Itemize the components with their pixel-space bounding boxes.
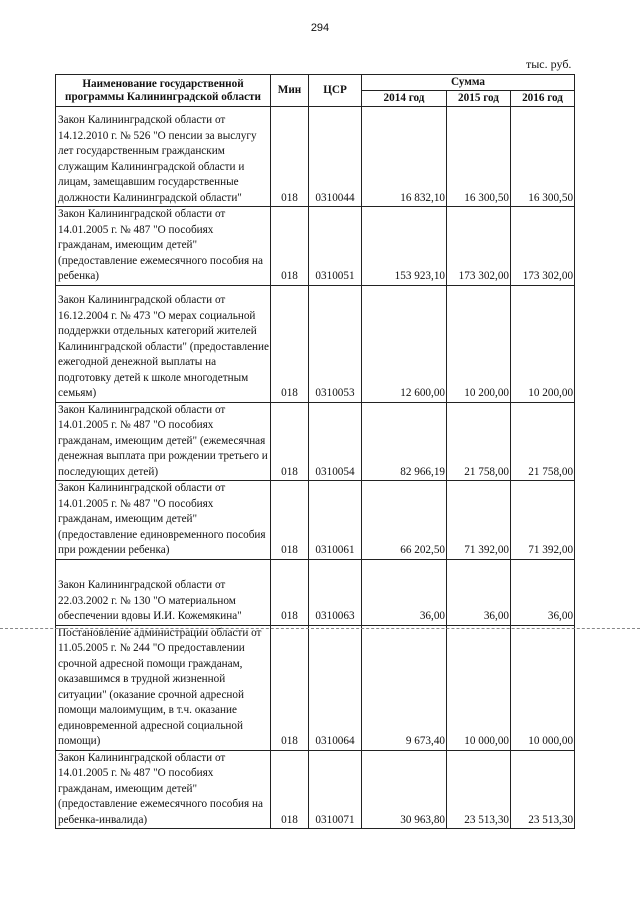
header-min: Мин (271, 75, 309, 107)
row-name-cell: Закон Калининградской области от 22.03.2002 г. № 130 "О материальном обеспечении вдовы И.И. Кожемякина" (56, 559, 271, 625)
row-2015-cell: 10 000,00 (447, 625, 511, 750)
row-min-cell: 018 (271, 625, 309, 750)
table-row (56, 750, 575, 829)
page-number: 294 (310, 22, 330, 34)
row-csr-cell: 0310071 (309, 750, 362, 829)
scan-dashed-line (0, 628, 640, 629)
row-2016-cell: 16 300,50 (511, 107, 575, 207)
row-min-cell: 018 (271, 559, 309, 625)
header-year-2014: 2014 год (362, 91, 447, 107)
row-csr-cell: 0310054 (309, 402, 362, 481)
row-2015-cell: 10 200,00 (447, 285, 511, 402)
row-2015-cell: 36,00 (447, 559, 511, 625)
row-2016-cell: 36,00 (511, 559, 575, 625)
row-name-cell: Закон Калининградской области от 14.01.2005 г. № 487 "О пособиях гражданам, имеющим детей" (предоставление ежемесячного пособия на ребенка-инвалида) (56, 750, 271, 829)
row-csr-cell: 0310061 (309, 481, 362, 560)
row-2016-cell: 21 758,00 (511, 402, 575, 481)
row-csr-cell: 0310064 (309, 625, 362, 750)
row-min-cell: 018 (271, 107, 309, 207)
row-csr-cell: 0310044 (309, 107, 362, 207)
table-row (56, 285, 575, 402)
row-2015-cell: 173 302,00 (447, 207, 511, 286)
row-2015-cell: 16 300,50 (447, 107, 511, 207)
header-csr: ЦСР (309, 75, 362, 107)
header-name: Наименование государственной программы Калининградской области (56, 75, 271, 107)
row-min-cell: 018 (271, 285, 309, 402)
row-2015-cell: 71 392,00 (447, 481, 511, 560)
row-2014-cell: 82 966,19 (362, 402, 447, 481)
row-2016-cell: 10 000,00 (511, 625, 575, 750)
row-name-cell: Закон Калининградской области от 14.01.2005 г. № 487 "О пособиях гражданам, имеющим детей" (предоставление ежемесячного пособия на ребенка) (56, 207, 271, 286)
row-name-cell: Постановление администрации области от 11.05.2005 г. № 244 "О предоставлении срочной адресной помощи гражданам, оказавшимся в трудной жизненной ситуации" (оказание срочной адресной помощи малоимущим, в т.ч. оказание единовременной адресной социальной помощи) (56, 625, 271, 750)
row-2014-cell: 12 600,00 (362, 285, 447, 402)
row-2014-cell: 30 963,80 (362, 750, 447, 829)
row-min-cell: 018 (271, 481, 309, 560)
row-name-cell: Закон Калининградской области от 14.01.2005 г. № 487 "О пособиях гражданам, имеющим детей" (ежемесячная денежная выплата при рождении третьего и последующих детей) (56, 402, 271, 481)
row-csr-cell: 0310051 (309, 207, 362, 286)
row-min-cell: 018 (271, 207, 309, 286)
budget-table (55, 74, 575, 829)
row-2016-cell: 71 392,00 (511, 481, 575, 560)
table-row (56, 625, 575, 750)
header-year-2015: 2015 год (447, 91, 511, 107)
row-csr-cell: 0310053 (309, 285, 362, 402)
units-label: тыс. руб. (526, 57, 572, 71)
header-year-2016: 2016 год (511, 91, 575, 107)
row-2016-cell: 10 200,00 (511, 285, 575, 402)
row-csr-cell: 0310063 (309, 559, 362, 625)
row-2014-cell: 36,00 (362, 559, 447, 625)
row-2014-cell: 66 202,50 (362, 481, 447, 560)
row-min-cell: 018 (271, 750, 309, 829)
row-2014-cell: 9 673,40 (362, 625, 447, 750)
row-name-cell: Закон Калининградской области от 16.12.2004 г. № 473 "О мерах социальной поддержки отдельных категорий жителей Калининградской области" (предоставление ежегодной денежной выплаты на подготовку детей к школе многодетным семьям) (56, 285, 271, 402)
row-2016-cell: 23 513,30 (511, 750, 575, 829)
table-row (56, 107, 575, 207)
row-2016-cell: 173 302,00 (511, 207, 575, 286)
row-min-cell: 018 (271, 402, 309, 481)
row-2015-cell: 21 758,00 (447, 402, 511, 481)
table-row (56, 207, 575, 286)
table-row (56, 559, 575, 625)
table-row (56, 481, 575, 560)
row-2014-cell: 153 923,10 (362, 207, 447, 286)
header-sum: Сумма (362, 75, 575, 91)
table-row (56, 402, 575, 481)
row-2014-cell: 16 832,10 (362, 107, 447, 207)
row-2015-cell: 23 513,30 (447, 750, 511, 829)
table-body (56, 107, 575, 829)
row-name-cell: Закон Калининградской области от 14.12.2010 г. № 526 "О пенсии за выслугу лет государственным гражданским служащим Калининградской области и лицам, замещавшим государственные должности Калининградской области" (56, 107, 271, 207)
row-name-cell: Закон Калининградской области от 14.01.2005 г. № 487 "О пособиях гражданам, имеющим детей" (предоставление единовременного пособия при рождении ребенка) (56, 481, 271, 560)
